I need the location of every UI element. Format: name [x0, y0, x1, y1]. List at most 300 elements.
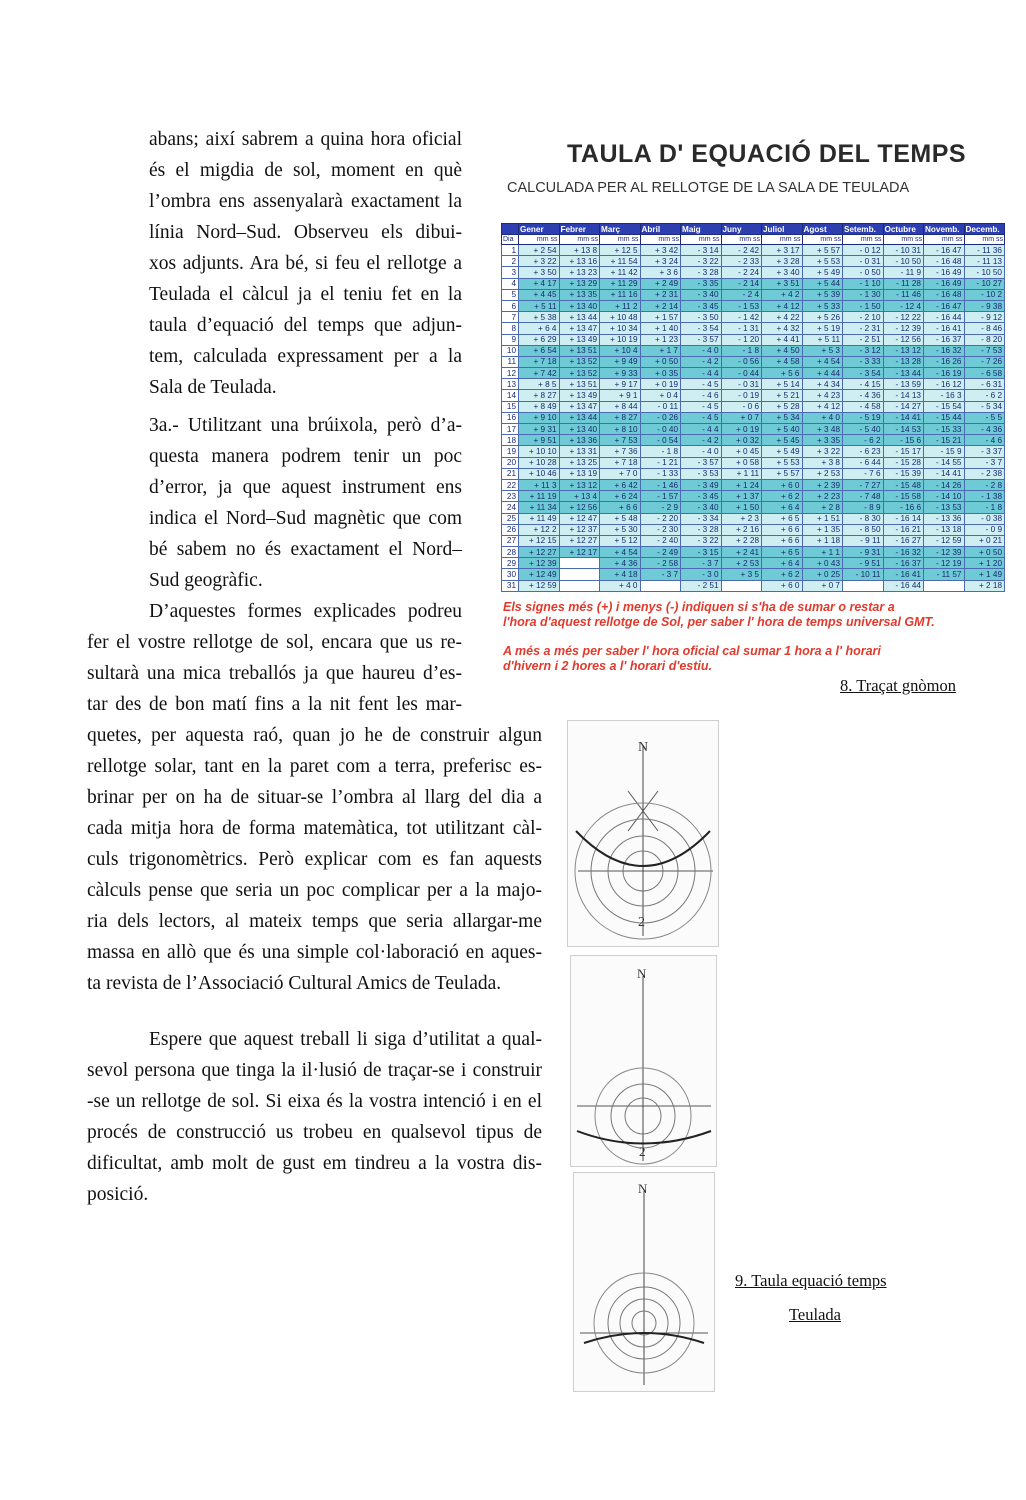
equation-value-cell: - 14 41	[883, 412, 924, 423]
equation-value-cell: - 12 59	[924, 535, 965, 546]
day-number: 20	[502, 457, 519, 468]
equation-value-cell: + 2 28	[721, 535, 762, 546]
equation-value-cell: + 11 54	[600, 256, 641, 267]
paragraph-3-narrow	[87, 596, 462, 720]
equation-value-cell: + 3 22	[519, 256, 560, 267]
equation-value-cell: + 6 2	[762, 491, 803, 502]
equation-value-cell: + 2 53	[802, 468, 843, 479]
equation-value-cell: - 3 28	[681, 267, 722, 278]
equation-value-cell: + 0 21	[964, 535, 1005, 546]
text-line: indica el Nord–Sud magnètic que com	[149, 508, 462, 529]
equation-value-cell: - 8 30	[843, 513, 884, 524]
paragraph-1	[149, 124, 462, 403]
text-line: ria dels lectors, al mateix temps que seria allargar-me	[87, 911, 542, 932]
note-line: d'hivern i 2 hores a l' horari d'estiu.	[503, 659, 712, 673]
equation-value-cell: - 6 2	[964, 390, 1005, 401]
equation-value-cell: - 10 50	[883, 256, 924, 267]
equation-value-cell: - 16 49	[924, 267, 965, 278]
table-row	[502, 356, 1005, 367]
month-header: Març	[600, 224, 641, 235]
equation-value-cell: + 5 11	[519, 300, 560, 311]
equation-value-cell: + 5 3	[802, 345, 843, 356]
unit-header: mm ss	[883, 235, 924, 245]
gnomon-sketch-1	[567, 720, 719, 947]
day-number: 25	[502, 513, 519, 524]
equation-value-cell: + 13 35	[559, 289, 600, 300]
equation-value-cell: - 3 57	[681, 334, 722, 345]
equation-value-cell: - 1 8	[721, 345, 762, 356]
month-header: Juliol	[762, 224, 803, 235]
equation-value-cell: - 3 54	[681, 323, 722, 334]
day-number: 3	[502, 267, 519, 278]
equation-value-cell: - 16 41	[883, 569, 924, 580]
gnomon-sketch-2	[570, 955, 717, 1167]
equation-value-cell: + 3 28	[762, 256, 803, 267]
equation-value-cell: + 1 11	[721, 468, 762, 479]
equation-value-cell: + 1 18	[802, 535, 843, 546]
equation-value-cell: - 0 40	[640, 424, 681, 435]
equation-value-cell: + 6 4	[762, 502, 803, 513]
equation-value-cell: - 4 4	[681, 424, 722, 435]
equation-value-cell: + 1 49	[964, 569, 1005, 580]
equation-value-cell: + 13 51	[559, 345, 600, 356]
equation-value-cell: - 3 28	[681, 524, 722, 535]
equation-value-cell: + 2 8	[802, 502, 843, 513]
equation-value-cell: + 2 18	[964, 580, 1005, 591]
table-row	[502, 558, 1005, 569]
text-line: tar des de bon matí fins a la nit fent les mar-	[87, 694, 462, 715]
equation-value-cell: - 1 50	[843, 300, 884, 311]
equation-value-cell: + 13 40	[559, 424, 600, 435]
equation-table	[501, 223, 1005, 592]
equation-value-cell: - 0 19	[721, 390, 762, 401]
day-number: 30	[502, 569, 519, 580]
equation-value-cell: - 15 33	[924, 424, 965, 435]
unit-header: mm ss	[519, 235, 560, 245]
equation-value-cell: - 5 19	[843, 412, 884, 423]
text-line: d’error, ja que aquest instrument ens	[149, 477, 462, 498]
equation-value-cell: + 13 25	[559, 457, 600, 468]
text-line: sevol persona que tinga la il·lusió de traçar-se i construir	[87, 1060, 542, 1081]
equation-value-cell: + 5 45	[762, 435, 803, 446]
text-line: cada mitja hora de forma matemàtica, tot utilitzant càl-	[87, 818, 542, 839]
equation-value-cell: + 9 17	[600, 379, 641, 390]
equation-value-cell: - 2 49	[640, 547, 681, 558]
equation-value-cell: + 2 16	[721, 524, 762, 535]
equation-value-cell: + 3 6	[640, 267, 681, 278]
equation-value-cell: + 4 41	[762, 334, 803, 345]
equation-value-cell: - 13 44	[883, 368, 924, 379]
table-row	[502, 424, 1005, 435]
equation-value-cell: - 11 9	[883, 267, 924, 278]
figure-subtitle: CALCULADA PER AL RELLOTGE DE LA SALA DE TEULADA	[507, 180, 910, 196]
equation-value-cell	[640, 580, 681, 591]
text-line: Espere que aquest treball li siga d’utilitat a qual-	[149, 1029, 542, 1050]
equation-value-cell: - 2 38	[964, 468, 1005, 479]
equation-value-cell: + 3 50	[519, 267, 560, 278]
equation-value-cell: - 14 53	[883, 424, 924, 435]
equation-value-cell: - 3 57	[681, 457, 722, 468]
equation-value-cell: - 2 33	[721, 256, 762, 267]
equation-value-cell: + 13 29	[559, 278, 600, 289]
caption-fig9-line2: Teulada	[789, 1305, 841, 1324]
equation-value-cell: - 1 20	[721, 334, 762, 345]
equation-value-cell: - 8 9	[843, 502, 884, 513]
equation-value-cell: + 6 54	[519, 345, 560, 356]
equation-value-cell: - 7 53	[964, 345, 1005, 356]
day-number: 13	[502, 379, 519, 390]
equation-value-cell: + 1 57	[640, 312, 681, 323]
equation-value-cell: - 16 44	[883, 580, 924, 591]
equation-value-cell: + 1 37	[721, 491, 762, 502]
day-number: 4	[502, 278, 519, 289]
equation-value-cell: + 9 1	[600, 390, 641, 401]
equation-value-cell: + 13 12	[559, 479, 600, 490]
equation-value-cell: - 6 23	[843, 446, 884, 457]
equation-value-cell: + 4 58	[762, 356, 803, 367]
equation-value-cell: + 5 14	[762, 379, 803, 390]
equation-value-cell: + 5 49	[762, 446, 803, 457]
equation-value-cell: - 3 45	[681, 300, 722, 311]
day-number: 31	[502, 580, 519, 591]
day-number: 10	[502, 345, 519, 356]
equation-value-cell: - 2 58	[640, 558, 681, 569]
equation-value-cell: - 0 11	[640, 401, 681, 412]
equation-value-cell: - 9 51	[843, 558, 884, 569]
equation-value-cell: - 16 26	[924, 356, 965, 367]
equation-value-cell: - 11 57	[924, 569, 965, 580]
equation-value-cell: + 3 5	[721, 569, 762, 580]
equation-value-cell: + 0 50	[640, 356, 681, 367]
day-number: 24	[502, 502, 519, 513]
equation-value-cell: + 2 41	[721, 547, 762, 558]
equation-value-cell: - 15 9	[924, 446, 965, 457]
equation-value-cell: - 0 44	[721, 368, 762, 379]
equation-value-cell: + 5 48	[600, 513, 641, 524]
equation-table-wrapper	[501, 223, 1005, 593]
equation-value-cell: - 8 50	[843, 524, 884, 535]
equation-value-cell: + 2 54	[519, 245, 560, 256]
equation-value-cell: - 2 20	[640, 513, 681, 524]
equation-value-cell: + 0 19	[721, 424, 762, 435]
month-header: Febrer	[559, 224, 600, 235]
day-header: Dia	[502, 235, 519, 245]
equation-value-cell: - 16 3	[924, 390, 965, 401]
unit-header: mm ss	[964, 235, 1005, 245]
equation-value-cell: + 11 49	[519, 513, 560, 524]
equation-value-cell: - 1 38	[964, 491, 1005, 502]
equation-value-cell: + 8 27	[600, 412, 641, 423]
table-row	[502, 345, 1005, 356]
equation-value-cell: + 2 31	[640, 289, 681, 300]
equation-value-cell: + 1 7	[640, 345, 681, 356]
equation-value-cell: + 4 2	[762, 289, 803, 300]
equation-value-cell: + 9 49	[600, 356, 641, 367]
table-row	[502, 256, 1005, 267]
equation-value-cell: + 5 38	[519, 312, 560, 323]
equation-value-cell: + 4 17	[519, 278, 560, 289]
equation-value-cell	[721, 580, 762, 591]
equation-value-cell: - 16 12	[924, 379, 965, 390]
day-number: 5	[502, 289, 519, 300]
equation-value-cell: - 16 32	[883, 547, 924, 558]
equation-value-cell: + 13 44	[559, 412, 600, 423]
equation-value-cell	[559, 580, 600, 591]
equation-value-cell: - 2 14	[721, 278, 762, 289]
equation-value-cell: - 8 20	[964, 334, 1005, 345]
equation-value-cell: + 3 42	[640, 245, 681, 256]
month-header: Decemb.	[964, 224, 1005, 235]
unit-header: mm ss	[559, 235, 600, 245]
equation-value-cell: + 5 12	[600, 535, 641, 546]
equation-value-cell: + 7 18	[600, 457, 641, 468]
equation-value-cell: + 13 36	[559, 435, 600, 446]
month-header: Octubre	[883, 224, 924, 235]
equation-value-cell: + 0 50	[964, 547, 1005, 558]
equation-value-cell: + 4 32	[762, 323, 803, 334]
equation-value-cell: + 8 5	[519, 379, 560, 390]
text-line: D’aquestes formes explicades podreu	[149, 601, 462, 622]
equation-value-cell: - 2 10	[843, 312, 884, 323]
equation-value-cell: - 10 2	[964, 289, 1005, 300]
equation-value-cell: + 0 7	[721, 412, 762, 423]
equation-value-cell: + 11 19	[519, 491, 560, 502]
table-row	[502, 513, 1005, 524]
text-line: bé sabem no és exactament el Nord–	[149, 539, 462, 560]
equation-value-cell: - 9 11	[843, 535, 884, 546]
text-line: Sala de Teulada.	[149, 377, 277, 398]
equation-value-cell: - 10 31	[883, 245, 924, 256]
day-number: 19	[502, 446, 519, 457]
equation-value-cell: + 0 25	[802, 569, 843, 580]
equation-value-cell: - 15 48	[883, 479, 924, 490]
equation-value-cell: - 4 0	[681, 345, 722, 356]
equation-value-cell: - 12 39	[883, 323, 924, 334]
equation-value-cell: - 4 5	[681, 412, 722, 423]
text-line: -se un rellotge de sol. Si eixa és la vostra intenció i en el	[87, 1091, 542, 1112]
equation-value-cell: - 16 48	[924, 256, 965, 267]
day-number: 2	[502, 256, 519, 267]
equation-value-cell: - 14 41	[924, 468, 965, 479]
equation-value-cell: - 13 28	[883, 356, 924, 367]
day-number: 21	[502, 468, 519, 479]
equation-value-cell: + 0 4	[640, 390, 681, 401]
equation-value-cell: - 3 22	[681, 535, 722, 546]
equation-value-cell: - 9 12	[964, 312, 1005, 323]
equation-value-cell: - 14 26	[924, 479, 965, 490]
equation-value-cell: - 12 56	[883, 334, 924, 345]
equation-value-cell: - 1 46	[640, 479, 681, 490]
south-label: 2	[639, 1144, 646, 1159]
equation-value-cell: - 0 54	[640, 435, 681, 446]
equation-value-cell: - 0 31	[721, 379, 762, 390]
equation-value-cell: - 4 5	[681, 379, 722, 390]
table-row	[502, 446, 1005, 457]
equation-value-cell: + 3 51	[762, 278, 803, 289]
equation-value-cell: + 6 6	[600, 502, 641, 513]
equation-value-cell: + 13 49	[559, 390, 600, 401]
equation-value-cell: + 6 24	[600, 491, 641, 502]
equation-value-cell: - 0 26	[640, 412, 681, 423]
day-number: 23	[502, 491, 519, 502]
table-row	[502, 300, 1005, 311]
equation-value-cell: + 6 6	[762, 524, 803, 535]
equation-value-cell: + 13 40	[559, 300, 600, 311]
equation-value-cell: - 1 21	[640, 457, 681, 468]
equation-value-cell: + 6 5	[762, 513, 803, 524]
table-row	[502, 524, 1005, 535]
equation-value-cell: - 16 47	[924, 300, 965, 311]
equation-value-cell: + 6 5	[762, 547, 803, 558]
month-header: Abril	[640, 224, 681, 235]
equation-value-cell: - 0 12	[843, 245, 884, 256]
equation-value-cell: - 4 6	[681, 390, 722, 401]
equation-value-cell: - 1 33	[640, 468, 681, 479]
equation-value-cell: - 15 28	[883, 457, 924, 468]
equation-value-cell: + 4 36	[600, 558, 641, 569]
equation-value-cell: - 13 36	[924, 513, 965, 524]
equation-value-cell: - 4 5	[681, 401, 722, 412]
equation-value-cell: - 9 31	[843, 547, 884, 558]
equation-value-cell: + 13 52	[559, 368, 600, 379]
equation-value-cell: + 3 48	[802, 424, 843, 435]
equation-value-cell: - 15 17	[883, 446, 924, 457]
equation-value-cell: - 14 27	[883, 401, 924, 412]
text-line: càlculs pense que seria un poc complicar per a la majo-	[87, 880, 542, 901]
equation-value-cell: - 7 26	[964, 356, 1005, 367]
equation-value-cell: - 0 6	[721, 401, 762, 412]
equation-value-cell	[559, 558, 600, 569]
equation-value-cell: + 7 53	[600, 435, 641, 446]
equation-value-cell: + 5 39	[802, 289, 843, 300]
equation-value-cell: + 10 28	[519, 457, 560, 468]
text-line: Sud geogràfic.	[149, 570, 263, 591]
equation-value-cell: - 15 54	[924, 401, 965, 412]
equation-value-cell: + 12 37	[559, 524, 600, 535]
equation-value-cell: + 10 48	[600, 312, 641, 323]
equation-value-cell: - 1 8	[964, 502, 1005, 513]
equation-value-cell: - 3 12	[843, 345, 884, 356]
table-row	[502, 479, 1005, 490]
figure-note-signs	[503, 600, 1003, 630]
equation-value-cell: + 6 29	[519, 334, 560, 345]
figure-title: TAULA D' EQUACIÓ DEL TEMPS	[567, 140, 967, 168]
equation-value-cell: - 1 42	[721, 312, 762, 323]
day-number: 27	[502, 535, 519, 546]
day-number: 1	[502, 245, 519, 256]
equation-value-cell: - 16 21	[883, 524, 924, 535]
equation-value-cell	[843, 580, 884, 591]
equation-value-cell: - 2 9	[640, 502, 681, 513]
equation-value-cell: - 3 14	[681, 245, 722, 256]
gnomon-drawing-1	[568, 721, 718, 946]
text-line: rellotge solar, tant en la paret com a terra, preferisc es-	[87, 756, 542, 777]
equation-value-cell: + 3 17	[762, 245, 803, 256]
equation-value-cell: + 11 42	[600, 267, 641, 278]
equation-value-cell: + 13 19	[559, 468, 600, 479]
text-line: fer el vostre rellotge de sol, encara que us re-	[87, 632, 462, 653]
equation-value-cell: - 11 28	[883, 278, 924, 289]
equation-value-cell: + 12 27	[519, 547, 560, 558]
caption-fig8: 8. Traçat gnòmon	[840, 676, 956, 695]
day-number: 28	[502, 547, 519, 558]
text-line: quetes, per aquesta raó, quan jo he de construir algun	[87, 725, 542, 746]
equation-value-cell: - 9 38	[964, 300, 1005, 311]
unit-header: mm ss	[600, 235, 641, 245]
equation-value-cell: - 4 0	[681, 446, 722, 457]
equation-value-cell: - 6 44	[843, 457, 884, 468]
equation-value-cell: + 5 6	[762, 368, 803, 379]
text-line: dificultat, amb molt de gust em tindreu a la vostra dis-	[87, 1153, 542, 1174]
equation-value-cell: + 2 23	[802, 491, 843, 502]
equation-value-cell: - 3 15	[681, 547, 722, 558]
equation-value-cell: + 10 34	[600, 323, 641, 334]
equation-value-cell: + 12 27	[559, 535, 600, 546]
equation-value-cell: + 13 44	[559, 312, 600, 323]
equation-value-cell: - 13 18	[924, 524, 965, 535]
table-row	[502, 368, 1005, 379]
equation-value-cell: - 15 21	[924, 435, 965, 446]
equation-value-cell: + 11 34	[519, 502, 560, 513]
equation-value-cell: + 5 57	[762, 468, 803, 479]
day-number: 6	[502, 300, 519, 311]
table-row	[502, 435, 1005, 446]
equation-value-cell: - 16 37	[924, 334, 965, 345]
gnomon-sketch-3	[573, 1172, 715, 1392]
equation-value-cell: + 1 1	[802, 547, 843, 558]
equation-value-cell: + 9 33	[600, 368, 641, 379]
equation-value-cell: - 12 19	[924, 558, 965, 569]
equation-value-cell: - 1 8	[640, 446, 681, 457]
equation-value-cell: + 6 4	[519, 323, 560, 334]
unit-header: mm ss	[721, 235, 762, 245]
equation-value-cell: - 7 6	[843, 468, 884, 479]
table-unit-row	[502, 235, 1005, 245]
equation-of-time-figure	[497, 130, 1007, 690]
equation-value-cell: + 5 40	[762, 424, 803, 435]
equation-value-cell: + 0 45	[721, 446, 762, 457]
equation-value-cell: - 10 11	[843, 569, 884, 580]
equation-value-cell: - 3 35	[681, 278, 722, 289]
equation-value-cell: - 6 58	[964, 368, 1005, 379]
caption-fig9-line1: 9. Taula equació temps	[735, 1271, 887, 1290]
equation-value-cell: - 2 51	[843, 334, 884, 345]
month-header: Novemb.	[924, 224, 965, 235]
equation-value-cell: + 13 8	[559, 245, 600, 256]
text-line: procés de construcció us trobeu en qualsevol tipus de	[87, 1122, 542, 1143]
table-row	[502, 267, 1005, 278]
text-line: sultarà una mica treballós ja que haureu d’es-	[87, 663, 462, 684]
equation-value-cell: + 4 34	[802, 379, 843, 390]
table-row	[502, 379, 1005, 390]
day-number: 26	[502, 524, 519, 535]
equation-value-cell: - 10 50	[964, 267, 1005, 278]
equation-value-cell: - 10 27	[964, 278, 1005, 289]
equation-value-cell: - 3 34	[681, 513, 722, 524]
equation-value-cell: - 16 14	[883, 513, 924, 524]
equation-value-cell: + 0 35	[640, 368, 681, 379]
equation-value-cell: + 13 47	[559, 323, 600, 334]
equation-value-cell: + 6 0	[762, 479, 803, 490]
equation-value-cell: + 13 23	[559, 267, 600, 278]
table-row	[502, 535, 1005, 546]
north-label: N	[638, 1181, 648, 1196]
equation-value-cell: + 4 54	[600, 547, 641, 558]
equation-value-cell: - 2 8	[964, 479, 1005, 490]
table-row	[502, 390, 1005, 401]
gnomon-drawing-2	[571, 956, 716, 1166]
table-row	[502, 412, 1005, 423]
